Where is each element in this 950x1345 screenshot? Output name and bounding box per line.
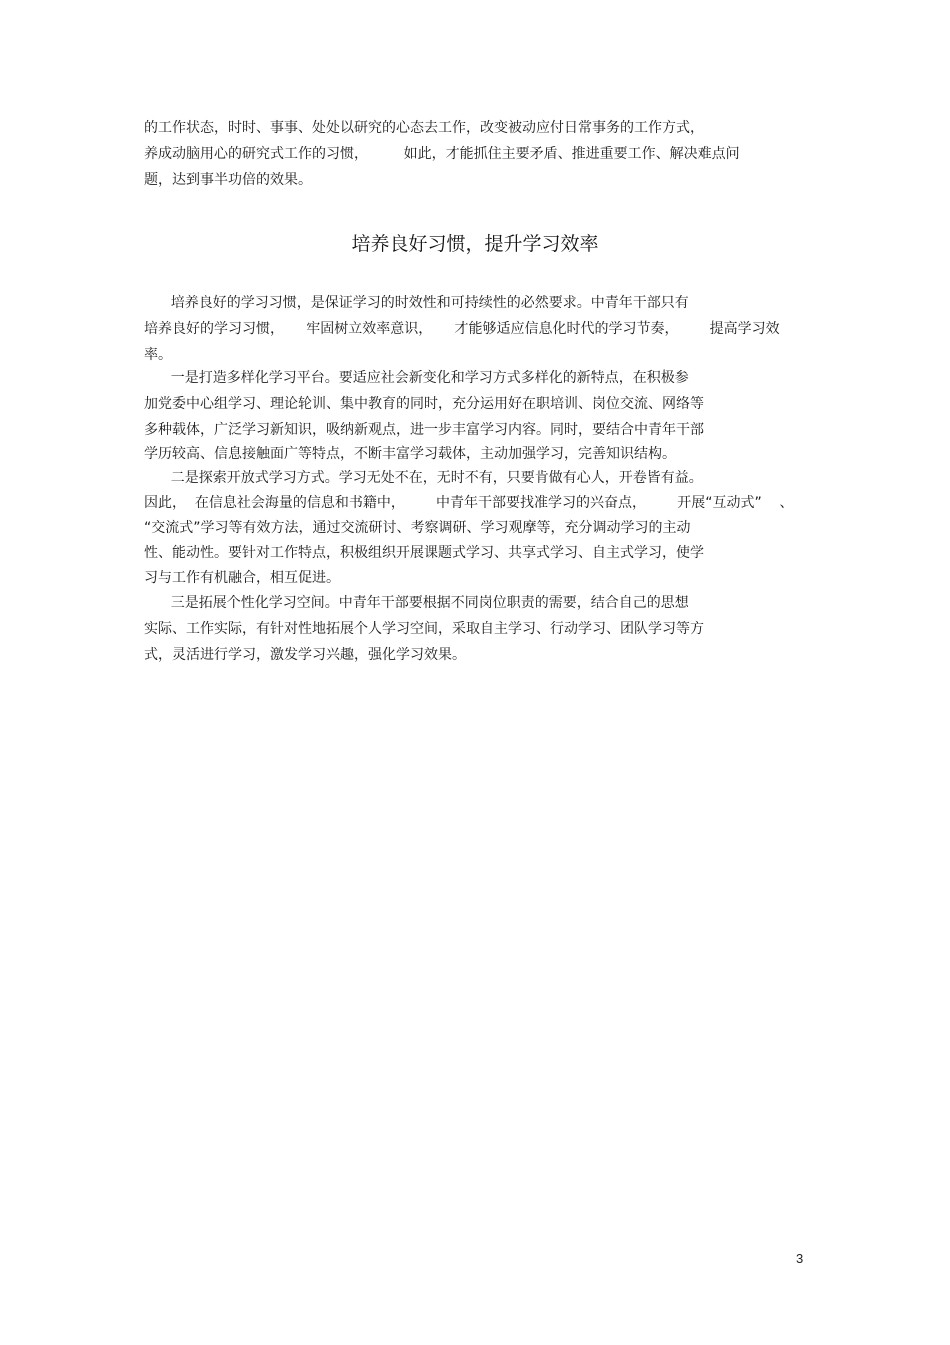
para3-line-3: “交流式”学习等有效方法，通过交流研讨、考察调研、学习观摩等，充分调动学习的主动 <box>144 520 691 536</box>
para1-line-3: 率。 <box>144 347 172 363</box>
intro-line-2: 养成动脑用心的研究式工作的习惯， 如此，才能抓住主要矛盾、推进重要工作、解决难点问 <box>144 146 740 162</box>
para3-line-2: 因此， 在信息社会海量的信息和书籍中， 中青年干部要找准学习的兴奋点， 开展“互动式” 、 <box>144 495 794 511</box>
intro-line-1: 的工作状态，时时、事事、处处以研究的心态去工作，改变被动应付日常事务的工作方式， <box>144 120 704 136</box>
para2-line-1: 一是打造多样化学习平台。要适应社会新变化和学习方式多样化的新特点，在积极参 <box>144 370 689 386</box>
para4-line-2: 实际、工作实际，有针对性地拓展个人学习空间，采取自主学习、行动学习、团队学习等方 <box>144 621 704 637</box>
para3-line-4: 性、能动性。要针对工作特点，积极组织开展课题式学习、共享式学习、自主式学习，使学 <box>144 545 704 561</box>
para1-line-1: 培养良好的学习习惯，是保证学习的时效性和可持续性的必然要求。中青年干部只有 <box>144 295 689 311</box>
section-title: 培养良好习惯，提升学习效率 <box>351 233 599 255</box>
para4-line-3: 式，灵活进行学习，激发学习兴趣，强化学习效果。 <box>144 647 466 663</box>
para3-line-5: 习与工作有机融合，相互促进。 <box>144 570 340 586</box>
para1-line-2: 培养良好的学习习惯， 牢固树立效率意识， 才能够适应信息化时代的学习节奏， 提高学习效 <box>144 321 780 337</box>
intro-line-3: 题，达到事半功倍的效果。 <box>144 172 312 188</box>
para2-line-4: 学历较高、信息接触面广等特点，不断丰富学习载体，主动加强学习，完善知识结构。 <box>144 446 676 462</box>
para4-line-1: 三是拓展个性化学习空间。中青年干部要根据不同岗位职责的需要，结合自己的思想 <box>144 595 689 611</box>
para2-line-2: 加党委中心组学习、理论轮训、集中教育的同时，充分运用好在职培训、岗位交流、网络等 <box>144 396 704 412</box>
page-number: 3 <box>796 1251 804 1266</box>
para3-line-1: 二是探索开放式学习方式。学习无处不在，无时不有，只要肯做有心人，开卷皆有益。 <box>144 470 703 486</box>
para2-line-3: 多种载体，广泛学习新知识，吸纳新观点，进一步丰富学习内容。同时，要结合中青年干部 <box>144 422 704 438</box>
